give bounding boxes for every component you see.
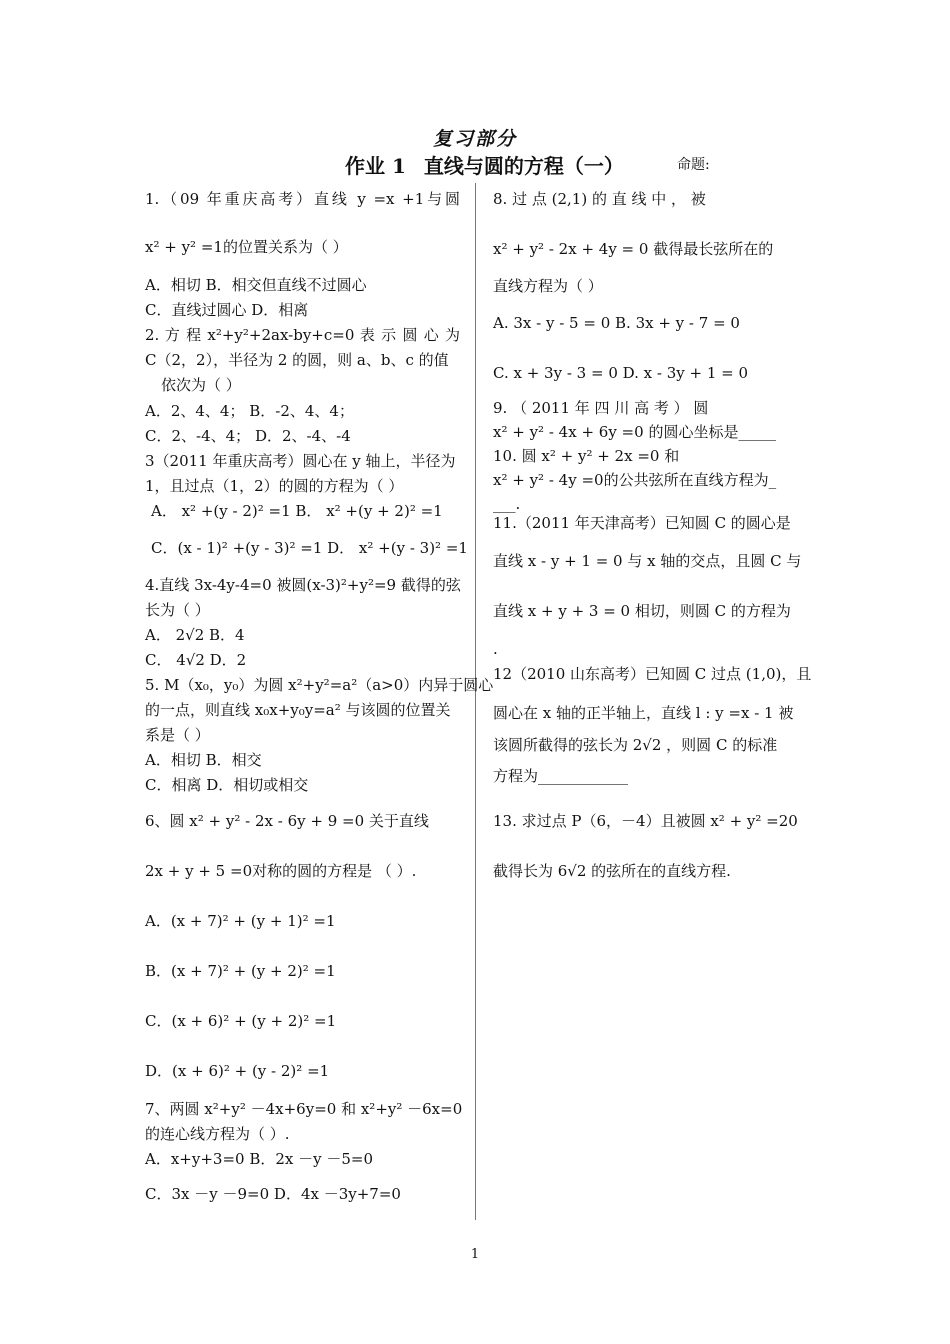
option-line: C．2、-4、4； D．2、-4、-4 — [145, 427, 351, 445]
question-line: 该圆所截得的弦长为 2√2 ，则圆 C 的标准 — [493, 736, 778, 754]
question-line: 9. （ 2011 年 四 川 高 考 ） 圆 — [493, 399, 709, 417]
question-line: 10. 圆 x² + y² + 2x =0 和 — [493, 447, 680, 465]
option-line: C. x + 3y - 3 = 0 D. x - 3y + 1 = 0 — [493, 364, 749, 382]
proposer-label: 命题: — [677, 157, 710, 173]
section-heading: 复习部分 — [432, 128, 517, 150]
question-line: 1，且过点（1，2）的圆的方程为（ ） — [145, 477, 404, 495]
option-line: C．相离 D．相切或相交 — [145, 776, 309, 794]
question-line: 直线 x + y + 3 = 0 相切，则圆 C 的方程为 — [493, 602, 791, 620]
assignment-title — [345, 150, 624, 179]
question-line: . — [493, 640, 498, 658]
question-line: x² + y² - 2x + 4y = 0 截得最长弦所在的 — [493, 240, 774, 258]
option-line: A．2、4、4； B．-2、4、4； — [145, 402, 354, 420]
assignment-label: 作业 1 — [345, 154, 406, 178]
option-line: A．相切 B．相交但直线不过圆心 — [145, 276, 367, 294]
question-line: 12（2010 山东高考）已知圆 C 过点 (1,0)，且 — [493, 665, 812, 683]
question-line: 11.（2011 年天津高考）已知圆 C 的圆心是 — [493, 514, 791, 532]
question-line: x² + y² - 4x + 6y =0 的圆心坐标是_____ — [493, 423, 776, 441]
question-line: 圆心在 x 轴的正半轴上，直线 l : y =x - 1 被 — [493, 704, 794, 722]
question-line: 6、圆 x² + y² - 2x - 6y + 9 =0 关于直线 — [145, 812, 429, 830]
option-line: C． 4√2 D．2 — [145, 651, 247, 669]
option-line: C．(x - 1)² +(y - 3)² =1 D． x² +(y - 3)² =1 — [151, 539, 468, 557]
option-line: A．(x + 7)² + (y + 1)² =1 — [145, 912, 336, 930]
question-line: 7、两圆 x²+y² －4x+6y=0 和 x²+y² －6x=0 — [145, 1100, 463, 1118]
question-line: 4.直线 3x-4y-4=0 被圆(x-3)²+y²=9 截得的弦 — [145, 576, 461, 594]
topic-title: 直线与圆的方程（一） — [423, 154, 624, 178]
option-line: B．(x + 7)² + (y + 2)² =1 — [145, 962, 336, 980]
option-line: C．(x + 6)² + (y + 2)² =1 — [145, 1012, 337, 1030]
question-line: 的连心线方程为（ ）. — [145, 1125, 290, 1143]
option-line: A． x² +(y - 2)² =1 B． x² +(y + 2)² =1 — [151, 502, 443, 520]
option-line: C．3x －y －9=0 D．4x －3y+7=0 — [145, 1185, 401, 1203]
question-line: x² + y² =1的位置关系为（ ） — [145, 238, 348, 256]
column-divider — [475, 183, 476, 1220]
question-line: 1.（09 年重庆高考）直线 y =x +1与圆 — [145, 190, 460, 208]
option-line: A. 3x - y - 5 = 0 B. 3x + y - 7 = 0 — [493, 314, 740, 332]
question-line: 截得长为 6√2 的弦所在的直线方程. — [493, 862, 731, 880]
option-line: C．直线过圆心 D．相离 — [145, 301, 309, 319]
question-line: 直线 x - y + 1 = 0 与 x 轴的交点，且圆 C 与 — [493, 552, 802, 570]
option-line: A． 2√2 B．4 — [145, 626, 245, 644]
question-line: ___. — [493, 495, 521, 513]
page-number: 1 — [470, 1247, 480, 1262]
question-line: 13. 求过点 P（6，－4）且被圆 x² + y² =20 — [493, 812, 798, 830]
question-line: 长为（ ） — [145, 601, 210, 619]
question-line: 直线方程为（ ） — [493, 277, 603, 295]
question-line: 依次为（ ） — [161, 376, 241, 394]
question-line: 的一点，则直线 x₀x+y₀y=a² 与该圆的位置关 — [145, 701, 451, 719]
question-line: 5. M（x₀，y₀）为圆 x²+y²=a²（a>0）内异于圆心 — [145, 676, 494, 694]
option-line: A．相切 B．相交 — [145, 751, 262, 769]
option-line: A．x+y+3=0 B．2x －y －5=0 — [145, 1150, 374, 1168]
question-line: C（2，2），半径为 2 的圆，则 a、b、c 的值 — [145, 351, 449, 369]
question-line: 方程为____________ — [493, 767, 629, 785]
question-line: 8. 过 点 (2,1) 的 直 线 中 ， 被 — [493, 190, 706, 208]
question-line: 系是（ ） — [145, 726, 210, 744]
question-line: 3（2011 年重庆高考）圆心在 y 轴上，半径为 — [145, 452, 456, 470]
question-line: 2x + y + 5 =0对称的圆的方程是 （ ）. — [145, 862, 417, 880]
question-line: x² + y² - 4y =0的公共弦所在直线方程为_ — [493, 471, 777, 489]
option-line: D．(x + 6)² + (y - 2)² =1 — [145, 1062, 330, 1080]
question-line: 2. 方 程 x²+y²+2ax-by+c=0 表 示 圆 心 为 — [145, 326, 460, 344]
